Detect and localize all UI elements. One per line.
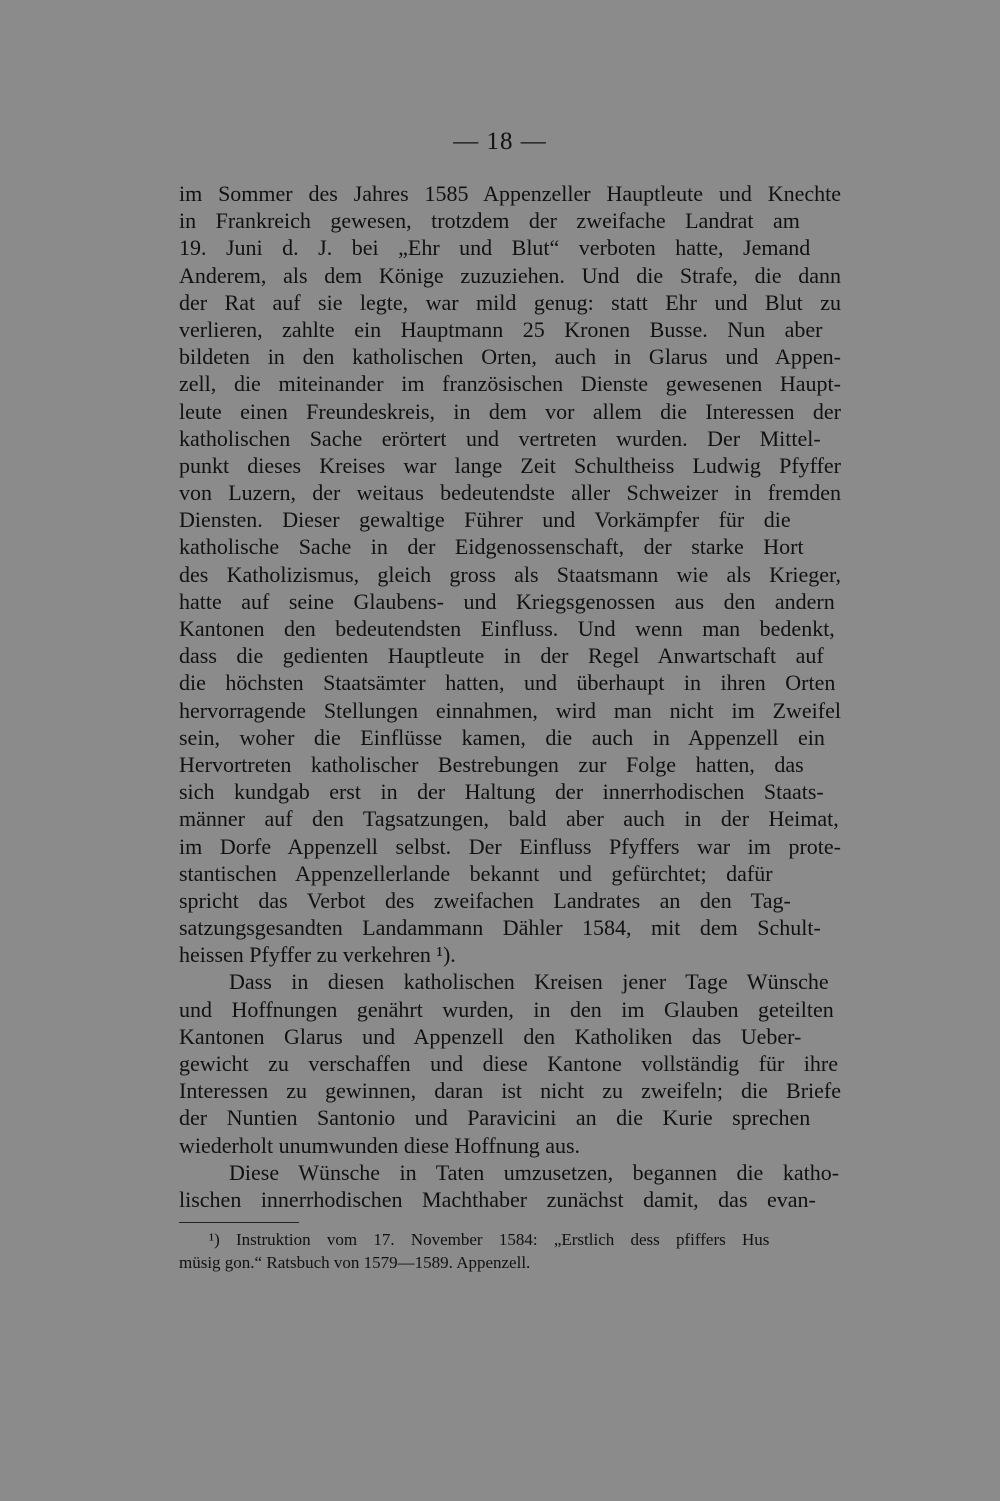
- page-number: — 18 —: [453, 128, 547, 155]
- text-line: heissen Pfyffer zu verkehren ¹).: [179, 942, 456, 968]
- text-line: bildeten in den katholischen Orten, auch in Glarus und Appen-: [179, 344, 841, 370]
- text-line: 19. Juni d. J. bei „Ehr und Blut“ verboten hatte, Jemand: [179, 235, 811, 261]
- text-line: gewicht zu verschaffen und diese Kantone vollständig für ihre: [179, 1051, 838, 1076]
- text-line: Interessen zu gewinnen, daran ist nicht zu zweifeln; die Briefe: [179, 1078, 841, 1104]
- text-line: des Katholizismus, gleich gross als Staatsmann wie als Krieger,: [179, 561, 841, 587]
- text-line: und Hoffnungen genährt wurden, in den im Glauben geteilten: [179, 996, 834, 1022]
- text-line: Hervortreten katholischer Bestrebungen zur Folge hatten, das: [179, 751, 804, 777]
- text-line: sich kundgab erst in der Haltung der innerrhodischen Staats-: [179, 779, 824, 805]
- text-line: lischen innerrhodischen Machthaber zunächst damit, das evan-: [179, 1186, 816, 1212]
- footnote-divider: [179, 1222, 299, 1223]
- footnote-line: ¹) Instruktion vom 17. November 1584: „Erstlich dess pfiffers Hus: [209, 1230, 770, 1249]
- paragraph-start-line: Dass in diesen katholischen Kreisen jener Tage Wünsche: [229, 969, 829, 995]
- text-line: satzungsgesandten Landammann Dähler 1584, mit dem Schult-: [179, 915, 821, 941]
- text-line: Kantonen den bedeutendsten Einfluss. Und wenn man bedenkt,: [179, 616, 835, 641]
- text-line: katholischen Sache erörtert und vertreten wurden. Der Mittel-: [179, 425, 821, 451]
- paragraph-start-line: Diese Wünsche in Taten umzusetzen, begannen die katho-: [229, 1159, 840, 1185]
- text-line: männer auf den Tagsatzungen, bald aber auch in der Heimat,: [179, 806, 839, 832]
- text-line: Anderem, als dem Könige zuzuziehen. Und die Strafe, die dann: [179, 262, 841, 288]
- text-line: zell, die miteinander im französischen Dienste gewesenen Haupt-: [179, 371, 841, 397]
- text-line: spricht das Verbot des zweifachen Landrates an den Tag-: [179, 887, 791, 913]
- text-line: hatte auf seine Glaubens- und Kriegsgenossen aus den andern: [179, 588, 835, 614]
- text-line: der Nuntien Santonio und Paravicini an die Kurie sprechen: [179, 1105, 811, 1131]
- text-line: verlieren, zahlte ein Hauptmann 25 Kronen Busse. Nun aber: [179, 316, 823, 342]
- text-line: leute einen Freundeskreis, in dem vor allem die Interessen der: [179, 398, 841, 424]
- text-line: stantischen Appenzellerlande bekannt und gefürchtet; dafür: [179, 860, 773, 886]
- text-line: die höchsten Staatsämter hatten, und überhaupt in ihren Orten: [179, 670, 836, 696]
- text-line: der Rat auf sie legte, war mild genug: statt Ehr und Blut zu: [179, 289, 841, 315]
- text-line: sein, woher die Einflüsse kamen, die auch in Appenzell ein: [179, 724, 825, 750]
- text-line: von Luzern, der weitaus bedeutendste aller Schweizer in fremden: [179, 480, 841, 506]
- text-line: punkt dieses Kreises war lange Zeit Schultheiss Ludwig Pfyffer: [179, 452, 841, 478]
- text-line: hervorragende Stellungen einnahmen, wird man nicht im Zweifel: [179, 697, 841, 723]
- text-line: in Frankreich gewesen, trotzdem der zweifache Landrat am: [179, 208, 800, 234]
- text-line: katholische Sache in der Eidgenossenschaft, der starke Hort: [179, 534, 804, 560]
- body-text: [179, 180, 841, 1213]
- text-line: Kantonen Glarus und Appenzell den Katholiken das Ueber-: [179, 1023, 802, 1049]
- text-line: wiederholt unumwunden diese Hoffnung aus.: [179, 1132, 581, 1158]
- text-line: Diensten. Dieser gewaltige Führer und Vorkämpfer für die: [179, 507, 791, 533]
- text-line: dass die gedienten Hauptleute in der Regel Anwartschaft auf: [179, 643, 824, 669]
- footnote-line: müsig gon.“ Ratsbuch von 1579—1589. Appenzell.: [179, 1253, 531, 1272]
- text-line: im Sommer des Jahres 1585 Appenzeller Hauptleute und Knechte: [179, 181, 841, 206]
- text-line: im Dorfe Appenzell selbst. Der Einfluss Pfyffers war im prote-: [179, 833, 841, 859]
- footnotes: [179, 1228, 841, 1274]
